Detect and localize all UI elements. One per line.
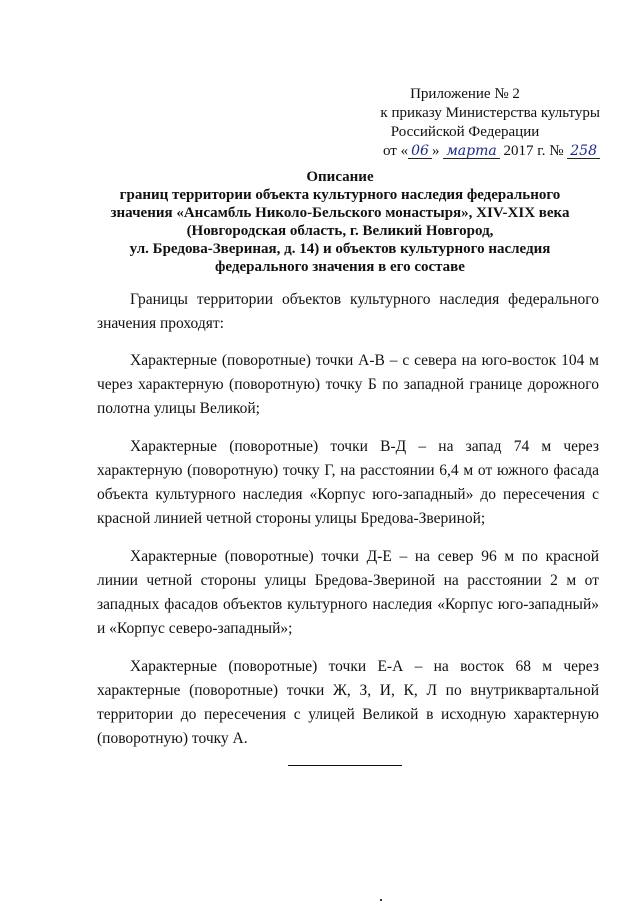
scan-speck [380, 899, 382, 901]
heading-line-5: федерального значения в его составе [215, 259, 465, 275]
paragraph-intro: Границы территории объектов культурного наследия федерального значения проходят: [97, 291, 599, 332]
heading-title: Описание [306, 169, 374, 185]
paragraph-points-e-a: Характерные (поворотные) точки Е-А – на восток 68 м через характерные (поворотные) точки Ж, З, И, К, Л по внутриквартальной территории до пересечения с улицей Великой в исходную характерную (поворотную) точку А. [97, 658, 599, 747]
handwritten-number: 258 [567, 144, 600, 159]
paragraph-points-a-v: Характерные (поворотные) точки А-В – с севера на юго-восток 104 м через характерную (поворотную) точку Б по западной границе дорожного полотна улицы Великой; [97, 352, 599, 417]
date-year: 2017 г. [503, 143, 546, 159]
appendix-header [300, 85, 600, 161]
heading-line-3: (Новгородская область, г. Великий Новгород, [186, 223, 494, 239]
number-label: № [549, 143, 564, 159]
paragraph-points-v-d: Характерные (поворотные) точки В-Д – на запад 74 м через характерную (поворотную) точку Г, на расстоянии 6,4 м от южного фасада объекта культурного наследия «Корпус юго-западный» до пересечения с красной линией четной стороны улицы Бредова-Звериной; [97, 438, 599, 527]
appendix-order-ref: к приказу Министерства культуры [380, 105, 600, 121]
appendix-date-line [300, 142, 600, 161]
appendix-number: Приложение № 2 [410, 86, 520, 102]
document-heading [60, 168, 620, 276]
date-mid: » [431, 143, 440, 159]
date-prefix: от « [383, 143, 409, 159]
handwritten-month: марта [443, 144, 500, 159]
paragraph-points-d-e: Характерные (поворотные) точки Д-Е – на север 96 м по красной линии четной стороны улицы Бредова-Звериной на расстоянии 2 м от западных фасадов объектов культурного наследия «Корпус юго-западный» и «Корпус северо-западный»; [97, 548, 599, 637]
heading-line-4: ул. Бредова-Звериная, д. 14) и объектов культурного наследия [129, 241, 551, 257]
handwritten-day: 06 [408, 144, 432, 159]
appendix-country: Российской Федерации [390, 124, 540, 140]
heading-line-2: значения «Ансамбль Николо-Бельского монастыря», XIV-XIX века [110, 205, 570, 221]
document-body [97, 288, 599, 765]
heading-line-1: границ территории объекта культурного наследия федерального [119, 187, 561, 203]
end-divider [288, 765, 402, 766]
